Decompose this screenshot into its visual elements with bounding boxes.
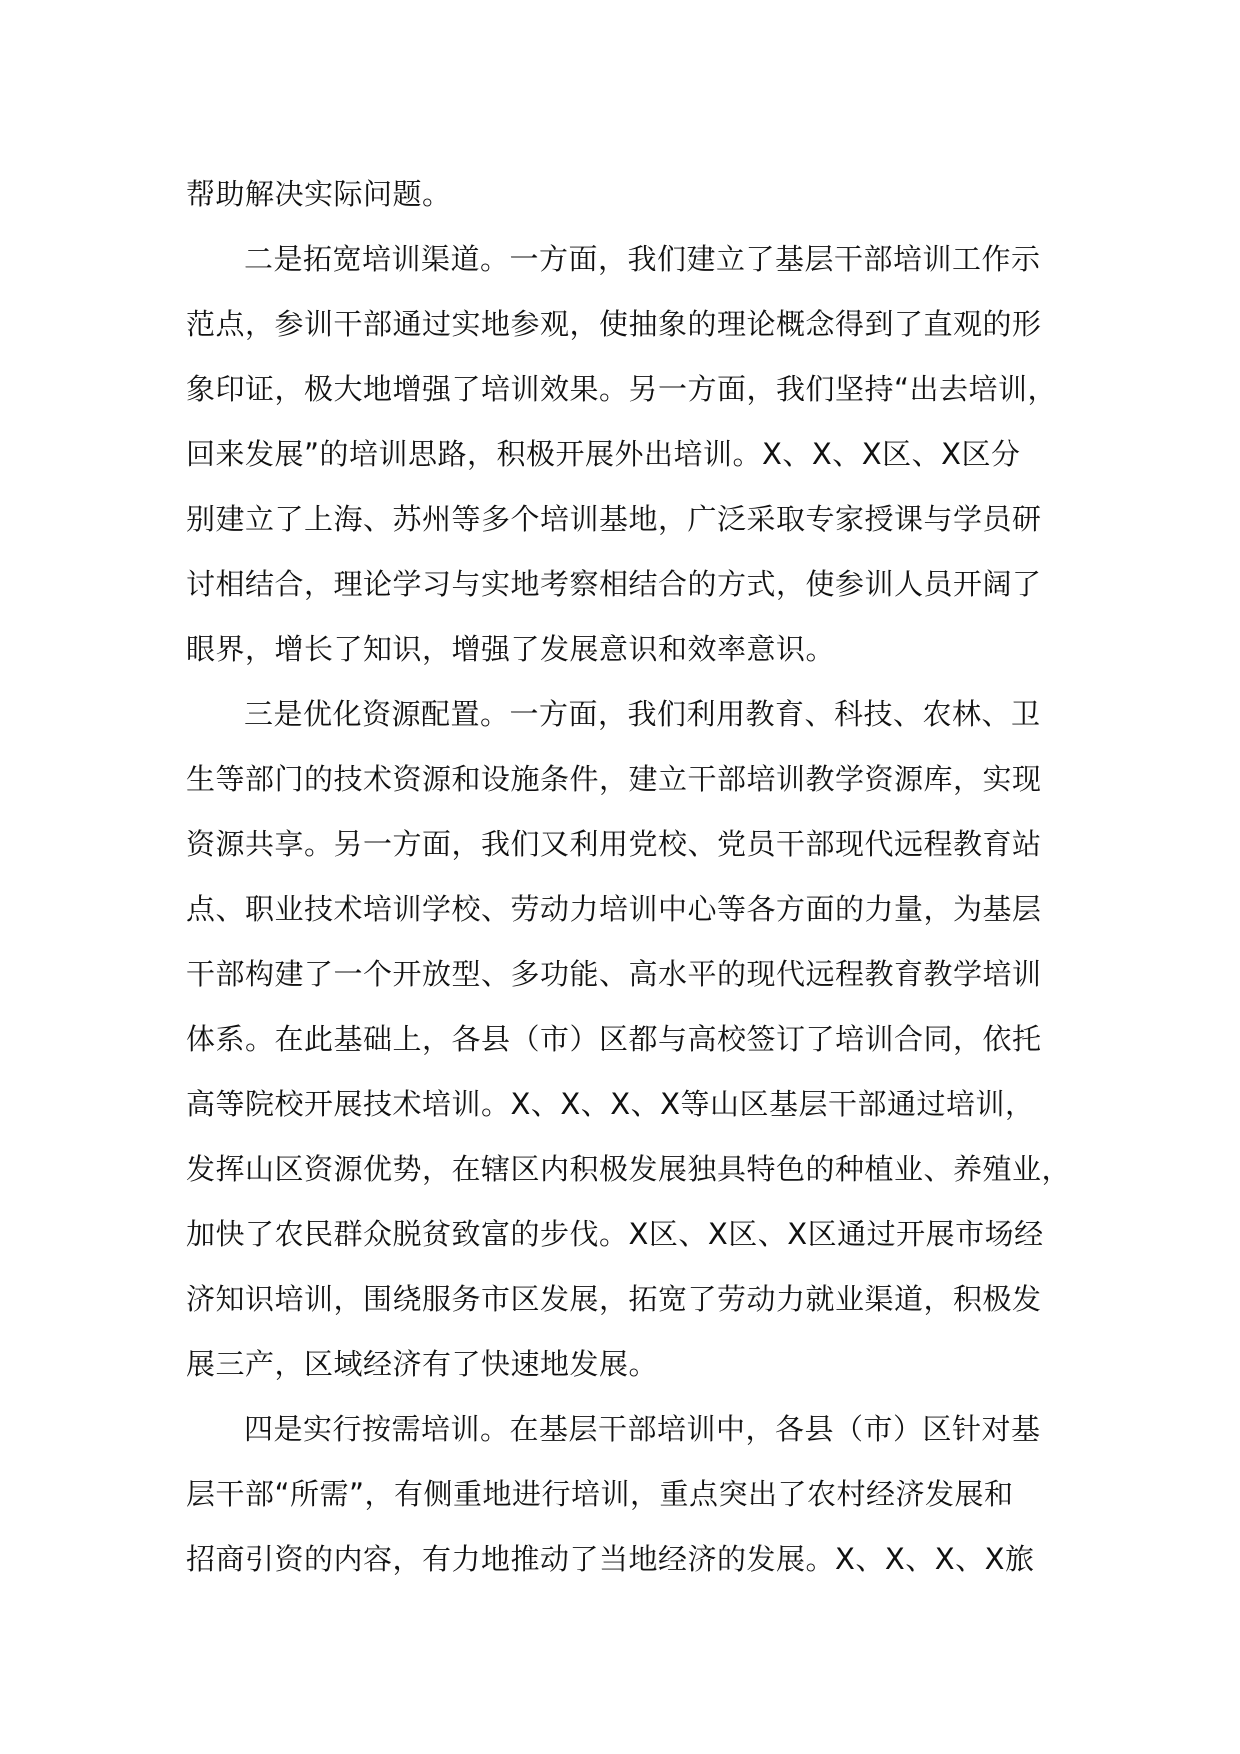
text-line: 层干部“所需”，有侧重地进行培训，重点突出了农村经济发展和 [186, 1477, 1014, 1511]
text-line: 眼界，增长了知识，增强了发展意识和效率意识。 [186, 632, 836, 666]
text-line: 资源共享。另一方面，我们又利用党校、党员干部现代远程教育站 [186, 827, 1042, 861]
text-line: 济知识培训，围绕服务市区发展，拓宽了劳动力就业渠道，积极发 [186, 1282, 1042, 1316]
text-line: 加快了农民群众脱贫致富的步伐。X区、X区、X区通过开展市场经 [186, 1217, 1044, 1251]
paragraph-start-line: 二是拓宽培训渠道。一方面，我们建立了基层干部培训工作示 [244, 242, 1041, 276]
text-line: 招商引资的内容，有力地推动了当地经济的发展。X、X、X、X旅 [186, 1542, 1035, 1576]
paragraph-start-line: 三是优化资源配置。一方面，我们利用教育、科技、农林、卫 [244, 697, 1041, 731]
text-line: 发挥山区资源优势，在辖区内积极发展独具特色的种植业、养殖业， [186, 1152, 1072, 1186]
text-line: 干部构建了一个开放型、多功能、高水平的现代远程教育教学培训 [186, 957, 1042, 991]
text-line: 点、职业技术培训学校、劳动力培训中心等各方面的力量，为基层 [186, 892, 1042, 926]
text-line: 讨相结合，理论学习与实地考察相结合的方式，使参训人员开阔了 [186, 567, 1042, 601]
text-line: 回来发展”的培训思路，积极开展外出培训。X、X、X区、X区分 [186, 437, 1021, 471]
text-line: 范点，参训干部通过实地参观，使抽象的理论概念得到了直观的形 [186, 307, 1042, 341]
text-line: 帮助解决实际问题。 [186, 177, 452, 211]
text-line: 别建立了上海、苏州等多个培训基地，广泛采取专家授课与学员研 [186, 502, 1042, 536]
paragraph-start-line: 四是实行按需培训。在基层干部培训中，各县（市）区针对基 [244, 1412, 1041, 1446]
text-line: 体系。在此基础上，各县（市）区都与高校签订了培训合同，依托 [186, 1022, 1042, 1056]
text-line: 展三产，区域经济有了快速地发展。 [186, 1347, 659, 1381]
document-body [186, 162, 1086, 1592]
text-line: 象印证，极大地增强了培训效果。另一方面，我们坚持“出去培训， [186, 372, 1058, 406]
text-line: 生等部门的技术资源和设施条件，建立干部培训教学资源库，实现 [186, 762, 1042, 796]
text-line: 高等院校开展技术培训。X、X、X、X等山区基层干部通过培训， [186, 1087, 1035, 1121]
